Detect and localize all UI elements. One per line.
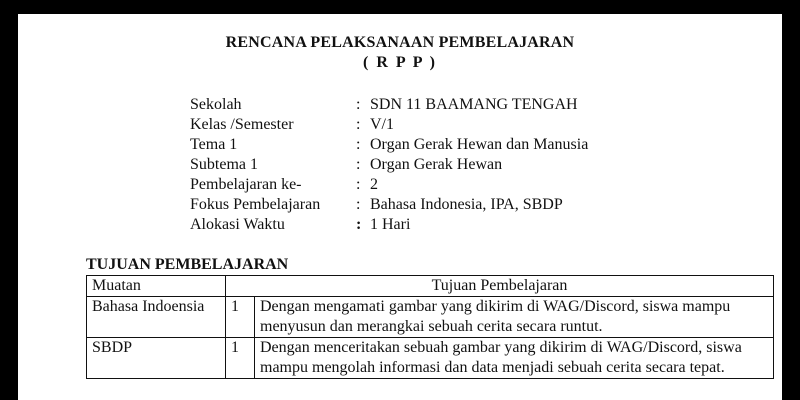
cell-muatan: Bahasa Indoensia bbox=[87, 297, 226, 338]
cell-number: 1 bbox=[226, 338, 255, 379]
info-label: Sekolah bbox=[190, 96, 242, 113]
info-row-subtema bbox=[190, 155, 588, 175]
info-value: V/1 bbox=[370, 116, 394, 133]
info-label: Kelas /Semester bbox=[190, 116, 294, 133]
objectives-table bbox=[86, 275, 774, 379]
document-subtitle: ( R P P ) bbox=[363, 54, 437, 71]
info-value: Organ Gerak Hewan dan Manusia bbox=[370, 136, 589, 153]
info-separator: : bbox=[356, 96, 361, 113]
info-separator: : bbox=[356, 136, 361, 153]
cell-tujuan: Dengan menceritakan sebuah gambar yang dikirim di WAG/Discord, siswa mampu mengolah informasi dan data menjadi sebuah cerita secara tepat. bbox=[255, 338, 774, 379]
info-row-kelas bbox=[190, 115, 588, 135]
info-row-pembelajaran bbox=[190, 175, 588, 195]
info-label: Tema 1 bbox=[190, 136, 238, 153]
info-label: Subtema 1 bbox=[190, 156, 258, 173]
info-row-tema bbox=[190, 135, 588, 155]
info-value: Organ Gerak Hewan bbox=[370, 156, 503, 173]
cell-muatan: SBDP bbox=[87, 338, 226, 379]
info-value: Bahasa Indonesia, IPA, SBDP bbox=[370, 196, 563, 213]
header-tujuan: Tujuan Pembelajaran bbox=[226, 276, 774, 297]
info-separator: : bbox=[356, 196, 361, 213]
frame-top-border bbox=[0, 0, 800, 14]
info-value: 2 bbox=[370, 176, 378, 193]
table-row bbox=[87, 338, 774, 379]
section-heading: TUJUAN PEMBELAJARAN bbox=[86, 256, 289, 273]
info-separator: : bbox=[356, 156, 361, 173]
table-header-row bbox=[87, 276, 774, 297]
info-label: Pembelajaran ke- bbox=[190, 176, 302, 193]
info-value: SDN 11 BAAMANG TENGAH bbox=[370, 96, 578, 113]
info-row-fokus bbox=[190, 195, 588, 215]
info-separator: : bbox=[356, 176, 361, 193]
info-row-sekolah bbox=[190, 95, 588, 115]
cell-tujuan: Dengan mengamati gambar yang dikirim di WAG/Discord, siswa mampu menyusun dan merangkai sebuah cerita secara runtut. bbox=[255, 297, 774, 338]
info-block bbox=[190, 95, 588, 235]
info-label: Fokus Pembelajaran bbox=[190, 196, 321, 213]
header-muatan: Muatan bbox=[87, 276, 226, 297]
document-title: RENCANA PELAKSANAAN PEMBELAJARAN bbox=[225, 34, 575, 51]
cell-number: 1 bbox=[226, 297, 255, 338]
info-separator: : bbox=[356, 216, 362, 233]
info-label: Alokasi Waktu bbox=[190, 216, 285, 233]
info-row-alokasi bbox=[190, 215, 588, 235]
info-separator: : bbox=[356, 116, 361, 133]
table-row bbox=[87, 297, 774, 338]
info-value: 1 Hari bbox=[370, 216, 411, 233]
